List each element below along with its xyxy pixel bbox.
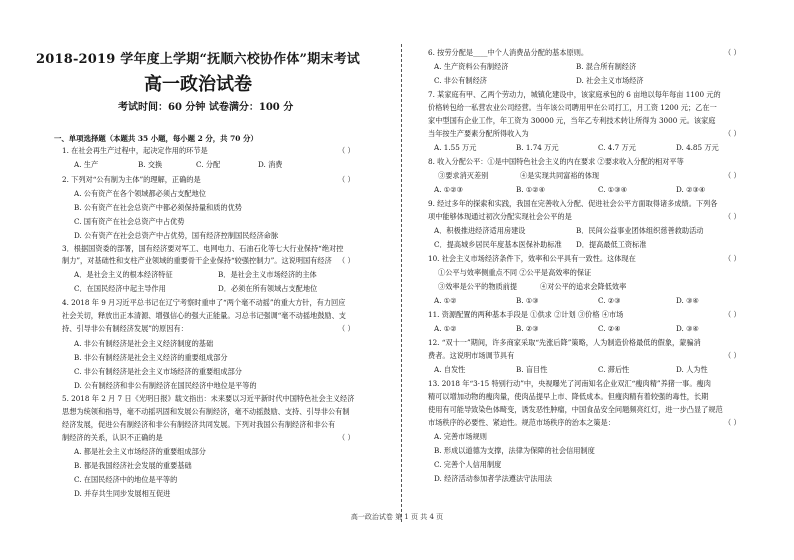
question-4-line-3: 持、引导非公有制经济发展”的原因有： [62, 324, 188, 333]
question-12-line-1: 12. “双十一”期间，许多商家采取“先涨后降”策略，人为制造价格最低的假象，蒙骗消 [428, 338, 701, 347]
q5-option-c: C. 在国民经济中的地位是平等的 [74, 475, 178, 484]
q3-option-c: C．在国民经济中起主导作用 [74, 284, 166, 293]
q9-option-a: A．积极推进经济适用房建设 [434, 226, 526, 235]
answer-paren: （ ） [338, 324, 355, 333]
q4-option-c: C. 非公有制经济是社会主义市场经济的重要组成部分 [74, 367, 242, 376]
q13-option-d: D. 经济活动参加者学法遵法守法用法 [434, 474, 552, 483]
q12-option-c: C. 滞后性 [598, 365, 630, 374]
answer-paren: （ ） [724, 212, 741, 221]
question-5-line-3: 经济发展，促进公有制经济和非公有制经济共同发展。下列对我国公有制经济和非公有 [62, 420, 336, 429]
q12-option-b: B. 盲目性 [516, 365, 548, 374]
question-13-line-2: 精可以增加动物的瘦肉量，使肉品提早上市、降低成本。但瘦肉精有着较强的毒性，长期 [428, 392, 709, 401]
answer-paren: （ ） [724, 129, 741, 138]
q1-option-c: C. 分配 [196, 160, 221, 169]
q2-option-b: B. 公有资产在社会总资产中都必须保持量和质的优势 [74, 203, 242, 212]
q1-option-a: A. 生产 [74, 160, 99, 169]
q3-option-b: B．是社会主义市场经济的主体 [218, 270, 317, 279]
question-8-line-1: 8. 收入分配公平：①是中国特色社会主义的内在要求 ②要求收入分配的相对平等 [428, 157, 684, 166]
q13-option-c: C. 完善个人信用制度 [434, 460, 502, 469]
section-heading: 一、单项选择题（本题共 35 小题，每小题 2 分，共 70 分） [54, 134, 258, 143]
q8-option-c: C. ①③④ [598, 185, 628, 194]
q9-option-d: D．提高最低工资标准 [576, 240, 647, 249]
q10-option-b: B. ①③ [516, 296, 539, 305]
q11-option-d: D. ③④ [676, 324, 699, 333]
q6-option-b: B. 混合所有制经济 [576, 62, 637, 71]
q4-option-a: A. 非公有制经济是社会主义经济制度的基础 [74, 339, 214, 348]
answer-paren: （ ） [338, 146, 355, 155]
q11-option-c: C. ②④ [598, 324, 621, 333]
question-10-stem: 10. 社会主义市场经济条件下，效率和公平具有一致性。这体现在 [428, 254, 636, 263]
question-2-stem: 2. 下列对“公有制为主体”的理解，正确的是 [62, 175, 201, 184]
question-4-line-2: 社会关切，释放出正本清源、增强信心的强大正能量。习总书记强调“毫不动摇地鼓励、支 [62, 311, 346, 320]
question-5-line-1: 5. 2018 年 2 月 7 日《光明日报》载文指出：未来要以习近平新时代中国特色社会主义经济 [62, 394, 355, 403]
question-13-line-4: 市场秩序的必要性、紧迫性。规范市场秩序的治本之策是： [428, 418, 615, 427]
answer-paren: （ ） [724, 48, 741, 57]
question-9-line-2: 项中能够体现通过初次分配实现社会公平的是 [428, 212, 572, 221]
q7-option-c: C. 4.7 万元 [598, 143, 636, 152]
question-3-line-1: 3．根据国资委的部署，国有经济要对军工、电网电力、石油石化等七大行业保持“绝对控 [62, 244, 344, 253]
q1-option-b: B. 交换 [138, 160, 163, 169]
q2-option-c: C. 国有资产在社会总资产中占优势 [74, 217, 185, 226]
q8-option-d: D. ②③④ [676, 185, 706, 194]
q5-option-a: A. 都是社会主义市场经济的重要组成部分 [74, 447, 206, 456]
question-7-line-2: 价格转包给一私营农业公司经营。当年该公司聘用甲在公司打工，月工资 1200 元；乙在一 [428, 103, 717, 112]
q10-option-c: C. ②③ [598, 296, 621, 305]
q12-option-a: A. 自发性 [434, 365, 466, 374]
q11-option-a: A. ①② [434, 324, 457, 333]
subject-title: 高一政治试卷 [144, 74, 252, 95]
q11-option-b: B. ②③ [516, 324, 539, 333]
q3-option-a: A．是社会主义的根本经济特征 [74, 270, 173, 279]
question-7-line-4: 当年按生产要素分配所得收入为 [428, 129, 529, 138]
answer-paren: （ ） [724, 418, 741, 427]
column-divider [401, 44, 403, 522]
question-8-item-3: ③要求消灭差别 [438, 171, 489, 180]
answer-paren: （ ） [338, 175, 355, 184]
answer-paren: （ ） [724, 310, 741, 319]
q8-option-a: A. ①②③ [434, 185, 464, 194]
question-5-line-4: 制经济的关系，认识不正确的是 [62, 433, 163, 442]
q13-option-b: B. 形成以道德为支撑，法律为保障的社会信用制度 [434, 446, 595, 455]
q9-option-b: B．民间公益事业团体组织慈善救助活动 [576, 226, 704, 235]
question-12-line-2: 费者。这说明市场调节具有 [428, 351, 515, 360]
question-10-items-1: ①公平与效率侧重点不同 ②公平是高效率的保证 [438, 268, 592, 277]
question-6-stem: 6. 按劳分配是____中个人消费品分配的基本原则。 [428, 48, 589, 57]
paper-title: 2018-2019 学年度上学期“抚顺六校协作体”期末考试 [35, 52, 361, 67]
question-4-line-1: 4. 2018 年 9 月习近平总书记在辽宁考察时重申了“两个毫不动摇”的重大方针，有力回应 [62, 298, 346, 307]
q4-option-d: D. 公有制经济和非公有制经济在国民经济中地位是平等的 [74, 381, 257, 390]
question-13-line-3: 使用有可能导致染色体畸变，诱发恶性肿瘤，中国食品安全问题频亮红灯，进一步凸显了规范 [428, 405, 723, 414]
q6-option-c: C. 非公有制经济 [434, 76, 487, 85]
question-7-line-1: 7. 某家庭有甲、乙两个劳动力，城镇化建设中，该家庭承包的 6 亩地以每年每亩 1100 元的 [428, 90, 721, 99]
q8-option-b: B. ①②④ [516, 185, 546, 194]
q2-option-d: D. 公有资产在社会总资产中占优势，国有经济控制国民经济命脉 [74, 231, 279, 240]
answer-paren: （ ） [338, 433, 355, 442]
question-13-line-1: 13. 2018 年“3·15 特别行动”中，央视曝光了河南知名企业双汇“瘦肉精”养猪一事。瘦肉 [428, 379, 711, 388]
question-10-item-3: ③效率是公平的物质前提 [438, 282, 518, 291]
question-11-stem: 11. 资源配置的两种基本手段是 ①供求 ②计划 ③价格 ④市场 [428, 310, 624, 319]
q7-option-d: D. 4.85 万元 [676, 143, 719, 152]
question-9-line-1: 9. 经过多年的探索和实践，我国在完善收入分配、促进社会公平方面取得诸多成绩。下列各 [428, 199, 718, 208]
q2-option-a: A. 公有资产在各个领域都必须占支配地位 [74, 189, 206, 198]
answer-paren: （ ） [724, 171, 741, 180]
answer-paren: （ ） [724, 254, 741, 263]
q6-option-a: A. 生产资料公有制经济 [434, 62, 509, 71]
q10-option-d: D. ③④ [676, 296, 699, 305]
q13-option-a: A. 完善市场规则 [434, 432, 487, 441]
q3-option-d: D．必须在所有领域占支配地位 [218, 284, 318, 293]
question-8-item-4: ④是实现共同富裕的体现 [520, 171, 600, 180]
q6-option-d: D. 社会主义市场经济 [576, 76, 644, 85]
answer-paren: （ ） [724, 351, 741, 360]
question-3-line-2: 制力”，对基础性和支柱产业领域的重要骨干企业保持“较强控制力”。这说明国有经济 [62, 256, 332, 265]
question-7-line-3: 家中型国有企业工作，年工资为 30000 元，当年乙专利技术转让所得为 3000 元。该家庭 [428, 116, 716, 125]
q5-option-b: B. 都是我国经济社会发展的重要基础 [74, 461, 192, 470]
q4-option-b: B. 非公有制经济是社会主义经济的重要组成部分 [74, 353, 228, 362]
exam-info: 考试时间：60 分钟 试卷满分：100 分 [118, 102, 294, 113]
q10-option-a: A. ①② [434, 296, 457, 305]
q7-option-b: B. 1.74 万元 [516, 143, 559, 152]
q12-option-d: D. 人为性 [676, 365, 708, 374]
question-10-item-4: ④对公平的追求会降低效率 [540, 282, 627, 291]
q5-option-d: D. 并存共生同步发展相互促进 [74, 489, 171, 498]
q7-option-a: A. 1.55 万元 [434, 143, 477, 152]
q1-option-d: D. 消费 [258, 160, 283, 169]
question-1-stem: 1. 在社会再生产过程中，起决定作用的环节是 [62, 146, 208, 155]
q9-option-c: C．提高城乡居民年度基本医保补助标准 [434, 240, 562, 249]
question-5-line-2: 思想为统领和指导，毫不动摇巩固和发展公有制经济，毫不动摇鼓励、支持、引导非公有制 [62, 407, 350, 416]
answer-paren: （ ） [338, 256, 355, 265]
page-footer: 高一政治试卷 第 1 页 共 4 页 [350, 513, 444, 521]
